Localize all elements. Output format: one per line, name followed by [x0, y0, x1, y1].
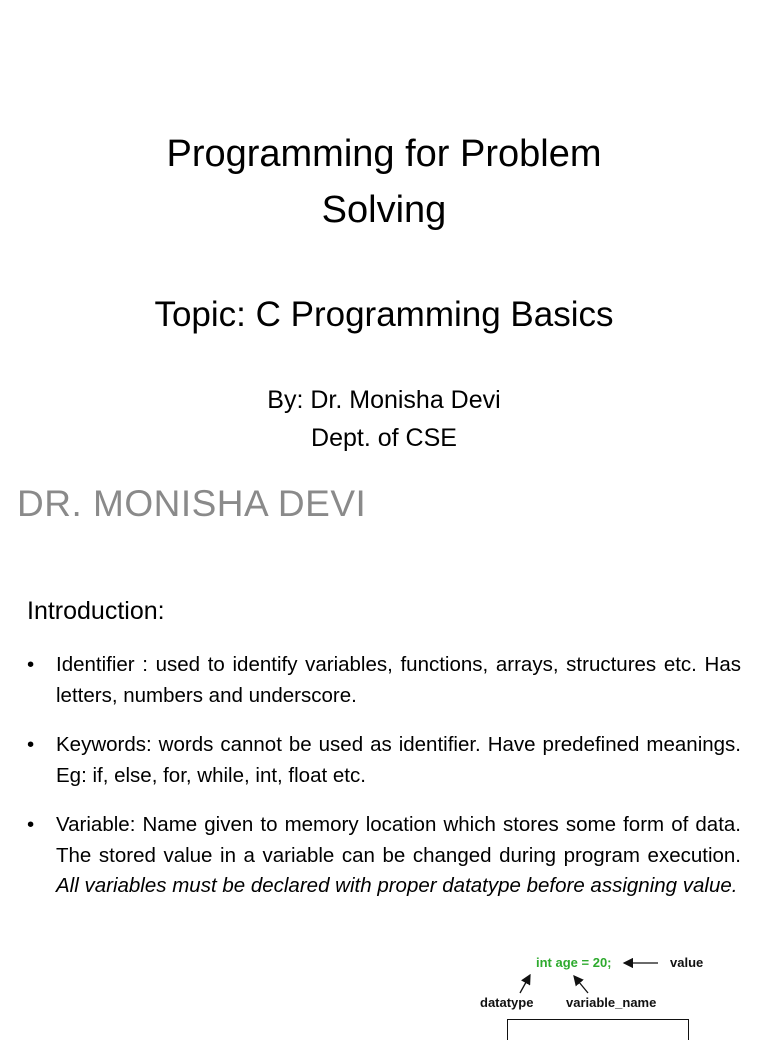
section-heading: Introduction: — [27, 597, 165, 625]
bullet-dot: • — [27, 733, 35, 756]
variable-name-label: variable_name — [566, 995, 657, 1010]
bullet-italic-text: All variables must be declared with proper datatype before assigning value. — [56, 874, 738, 897]
slide-title — [0, 126, 768, 238]
bullet-dot: • — [27, 813, 35, 836]
bullet-list — [27, 650, 741, 921]
slide-title-line-2: Solving — [321, 189, 447, 231]
bullet-dot: • — [27, 653, 35, 676]
diagram-arrows — [470, 945, 768, 1024]
value-label: value — [670, 955, 704, 970]
bullet-text: Variable: Name given to memory location which stores some form of data. The stored value in a variable can be changed during program execution. — [56, 813, 741, 867]
variable-name-arrow — [574, 976, 588, 993]
slide-topic: Topic: C Programming Basics — [154, 295, 614, 334]
bullet-text: Keywords: words cannot be used as identifier. Have predefined meanings. Eg: if, else, for, while, int, float etc. — [56, 733, 741, 787]
variable-declaration-diagram — [470, 945, 768, 1024]
datatype-arrow — [520, 975, 530, 993]
datatype-label: datatype — [480, 995, 534, 1010]
author-watermark: DR. MONISHA DEVI — [17, 483, 367, 524]
bullet-text: Identifier : used to identify variables, functions, arrays, structures etc. Has letters, numbers and underscore. — [56, 653, 741, 707]
slide-byline — [0, 381, 768, 457]
memory-box — [507, 1019, 689, 1040]
slide-title-line-1: Programming for Problem — [166, 133, 602, 175]
department: Dept. of CSE — [311, 424, 457, 452]
author-name: By: Dr. Monisha Devi — [267, 386, 501, 414]
code-snippet: int age = 20; — [536, 955, 612, 970]
list-item — [27, 650, 741, 711]
list-item — [27, 810, 741, 902]
list-item — [27, 730, 741, 791]
